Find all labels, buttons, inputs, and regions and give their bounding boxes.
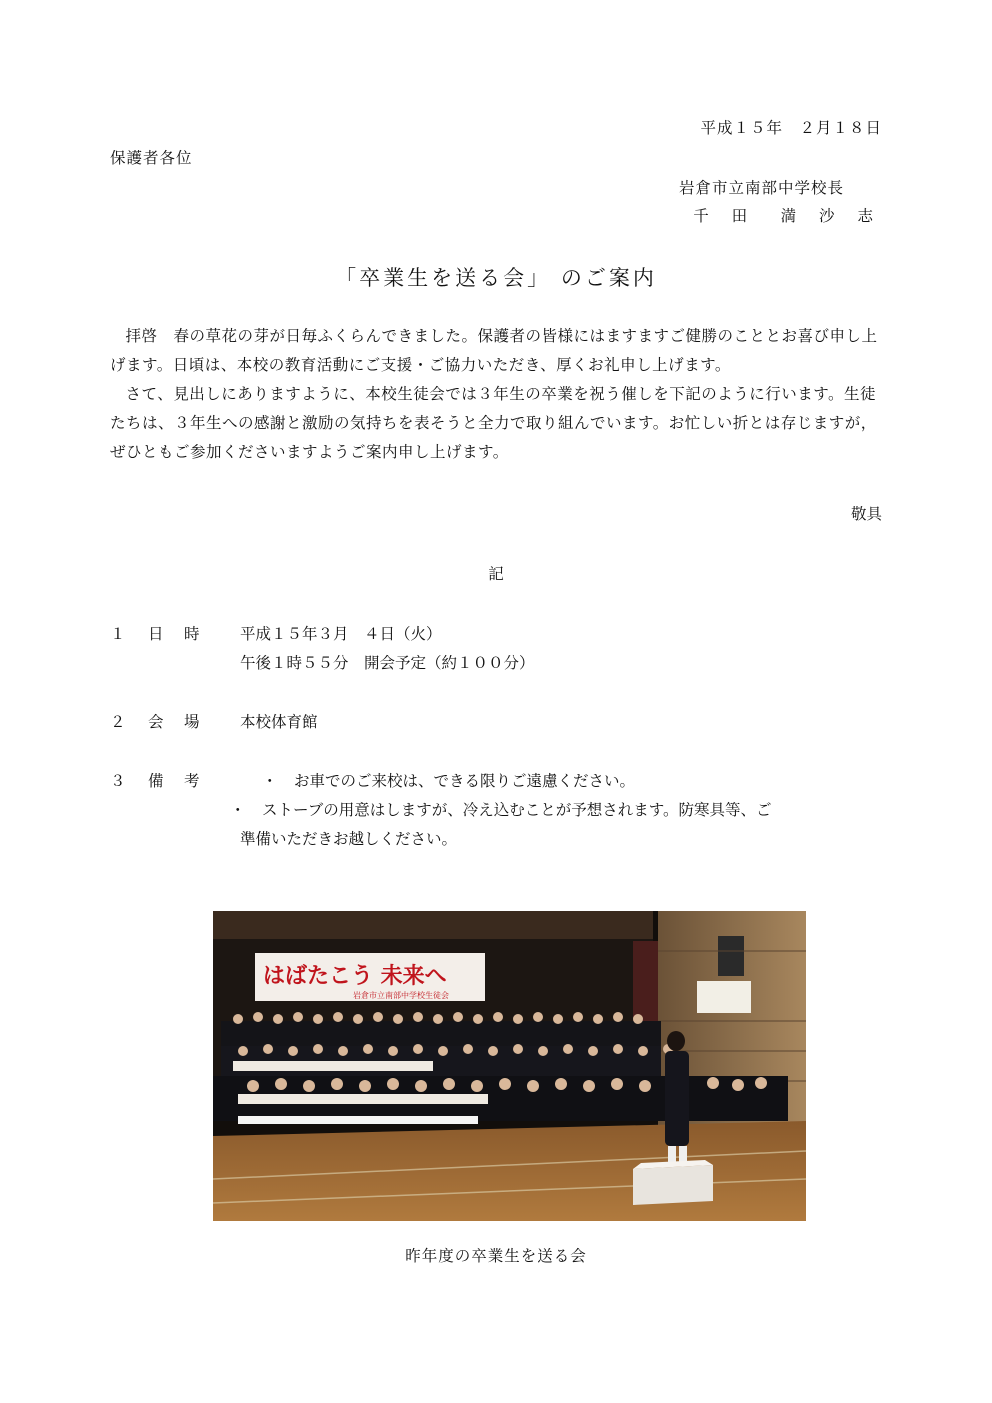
photo-caption: 昨年度の卒業生を送る会 (405, 1247, 587, 1265)
item-notes (110, 769, 635, 791)
item-value: 本校体育館 (240, 713, 318, 731)
recipient: 保護者各位 (110, 149, 193, 167)
banner-sub-text: 岩倉市立南部中学校生徒会 (353, 991, 449, 1000)
note-2-continued: 準備いただきお越しください。 (240, 830, 458, 848)
note-1: お車でのご来校は、できる限りご遠慮ください。 (294, 772, 636, 790)
podium (633, 1160, 713, 1205)
item-number: １ (110, 625, 126, 643)
item-value-line-2: 午後１時５５分 開会予定（約１００分） (240, 654, 535, 672)
item-label: 備 考 (148, 772, 200, 790)
letter-body (110, 322, 890, 467)
item-label: 日 時 (148, 625, 200, 643)
item-label: 会 場 (148, 713, 200, 731)
body-paragraph-1: 拝啓 春の草花の芽が日毎ふくらんできました。保護者の皆様にはますますご健勝のこととお喜び申し上げます。日頃は、本校の教育活動にご支援・ご協力いただき、厚くお礼申し上げます。 (110, 327, 878, 374)
item-datetime (110, 622, 442, 644)
closing-word: 敬具 (850, 505, 882, 523)
item-number: ２ (110, 713, 126, 731)
note-2: ストーブの用意はしますが、冷え込むことが予想されます。防寒具等、ご (262, 801, 772, 819)
item-venue (110, 710, 318, 732)
note-2-row (230, 798, 772, 820)
banner-main-text: はばたこう 未来へ (263, 964, 447, 989)
body-paragraph-2: さて、見出しにありますように、本校生徒会では３年生の卒業を祝う催しを下記のように行います。生徒たちは、３年生への感謝と激励の気持ちを表そうと全力で取り組んでいます。お忙しい折とは存じますが，ぜひともご参加くださいますようご案内申し上げます。 (110, 385, 877, 461)
document-title: 「卒業生を送る会」 のご案内 (335, 266, 657, 290)
ki-heading: 記 (488, 565, 504, 583)
photo-illustration (213, 911, 806, 1221)
sender-organization: 岩倉市立南部中学校長 (678, 179, 844, 197)
bullet: ・ (262, 772, 278, 790)
event-photo (213, 911, 806, 1221)
item-value: 平成１５年３月 ４日（火） (240, 625, 442, 643)
sender-name: 千 田 満 沙 志 (693, 207, 882, 225)
document-date: 平成１５年 ２月１８日 (700, 119, 882, 137)
item-number: ３ (110, 772, 126, 790)
bullet: ・ (230, 801, 246, 819)
